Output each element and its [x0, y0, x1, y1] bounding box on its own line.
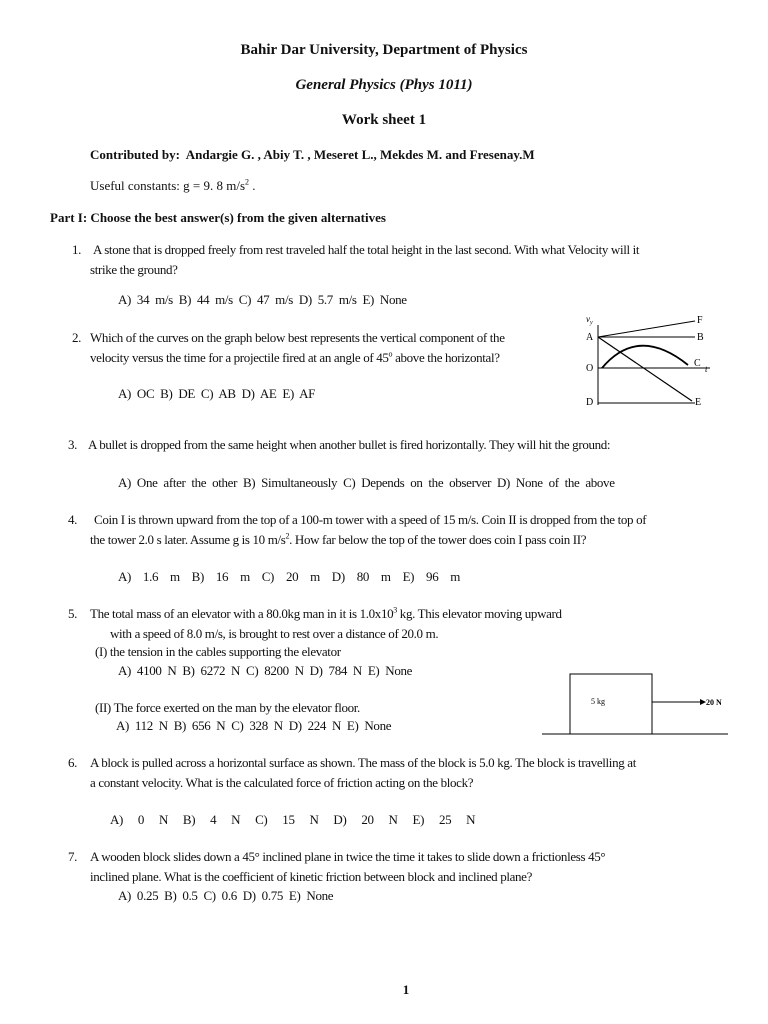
question-5-part2-text: (II) The force exerted on the man by the elevator floor. [95, 700, 360, 715]
question-4-line2: the tower 2.0 s later. Assume g is 10 $m/s^2$. How far below the top of the tower does coin I pass coin II? [90, 531, 587, 547]
question-5-part1-text: (I) the tension in the cables supporting the elevator [95, 644, 341, 659]
block-5kg [570, 674, 652, 734]
question-1-line2: strike the ground? [90, 262, 178, 277]
question-6-options: A) 0 N B) 4 N C) 15 N D) 20 N E) 25 N [110, 812, 476, 827]
question-5-part1-options: A) 4100 N B) 6272 N C) 8200 N D) 784 N E) None [118, 663, 413, 678]
question-7-number: 7. [68, 849, 78, 864]
useful-constants: Useful constants: g = 9. 8 $m/s^2$ . [90, 177, 256, 193]
question-5-line1: The total mass of an elevator with a 80.0kg man in it is $1.0x10^3$ kg. This elevator moving upward [90, 605, 562, 621]
graph-label-t: t [705, 364, 708, 374]
course-title: General Physics (Phys 1011) [295, 77, 473, 93]
question-3-options: A) One after the other B) Simultaneously C) Depends on the observer D) None of the above [118, 475, 615, 490]
question-7-line1: A wooden block slides down a 45° inclined plane in twice the time it takes to slide down a frictionless 45° [90, 849, 606, 864]
block-force-figure [540, 670, 730, 740]
question-1-line1: A stone that is dropped freely from rest traveled half the total height in the last second. With what Velocity will it [93, 242, 640, 257]
velocity-time-graph [580, 313, 720, 411]
graph-label-O: O [586, 363, 594, 374]
graph-label-F: F [697, 315, 703, 326]
part1-title: Part I: Choose the best answer(s) from the given alternatives [50, 210, 386, 225]
question-4-line1: Coin I is thrown upward from the top of a 100-m tower with a speed of 15 m/s. Coin II is dropped from the top of [94, 512, 647, 527]
graph-label-E: E [695, 397, 702, 408]
question-1-number: 1. [72, 242, 82, 257]
worksheet-title: Work sheet 1 [341, 112, 427, 128]
question-3-number: 3. [68, 437, 78, 452]
graph-label-A: A [586, 332, 594, 343]
force-label: 20 N [706, 698, 722, 707]
question-1-options: A) 34 m/s B) 44 m/s C) 47 m/s D) 5.7 m/s E) None [118, 292, 407, 307]
question-2-line1: Which of the curves on the graph below best represents the vertical component of the [90, 330, 505, 345]
question-2-options: A) OC B) DE C) AB D) AE E) AF [118, 386, 316, 401]
university-heading: Bahir Dar University, Department of Physics [240, 42, 528, 58]
graph-label-D: D [586, 397, 594, 408]
question-4-number: 4. [68, 512, 78, 527]
graph-label-C: C [694, 358, 701, 369]
question-7-line2: inclined plane. What is the coefficient of kinetic friction between block and inclined plane? [90, 869, 533, 884]
question-5-line2: with a speed of 8.0 m/s, is brought to rest over a distance of 20.0 m. [110, 626, 439, 641]
question-6-line2: a constant velocity. What is the calculated force of friction acting on the block? [90, 775, 474, 790]
block-mass-label: 5 kg [591, 697, 605, 706]
question-2-line2: velocity versus the time for a projectile fired at an angle of 45$^o$ above the horizontal? [90, 349, 500, 365]
question-2-number: 2. [72, 330, 82, 345]
curve-AF [598, 321, 695, 337]
graph-vy-label: $v_y$ [586, 314, 593, 326]
question-6-line1: A block is pulled across a horizontal surface as shown. The mass of the block is 5.0 kg. The block is travelling at [90, 755, 636, 770]
page-number: 1 [402, 982, 410, 997]
question-3-line1: A bullet is dropped from the same height when another bullet is fired horizontally. They will hit the ground: [88, 437, 611, 452]
question-7-options: A) 0.25 B) 0.5 C) 0.6 D) 0.75 E) None [118, 888, 334, 903]
question-5-number: 5. [68, 606, 78, 621]
contributors-line: Contributed by: Andargie G. , Abiy T. , Meseret L., Mekdes M. and Fresenay.M [90, 147, 535, 162]
question-5-part2-options: A) 112 N B) 656 N C) 328 N D) 224 N E) None [116, 718, 392, 733]
question-4-options: A) 1.6 m B) 16 m C) 20 m D) 80 m E) 96 m [118, 569, 461, 584]
question-6-number: 6. [68, 755, 78, 770]
graph-label-B: B [697, 332, 704, 343]
